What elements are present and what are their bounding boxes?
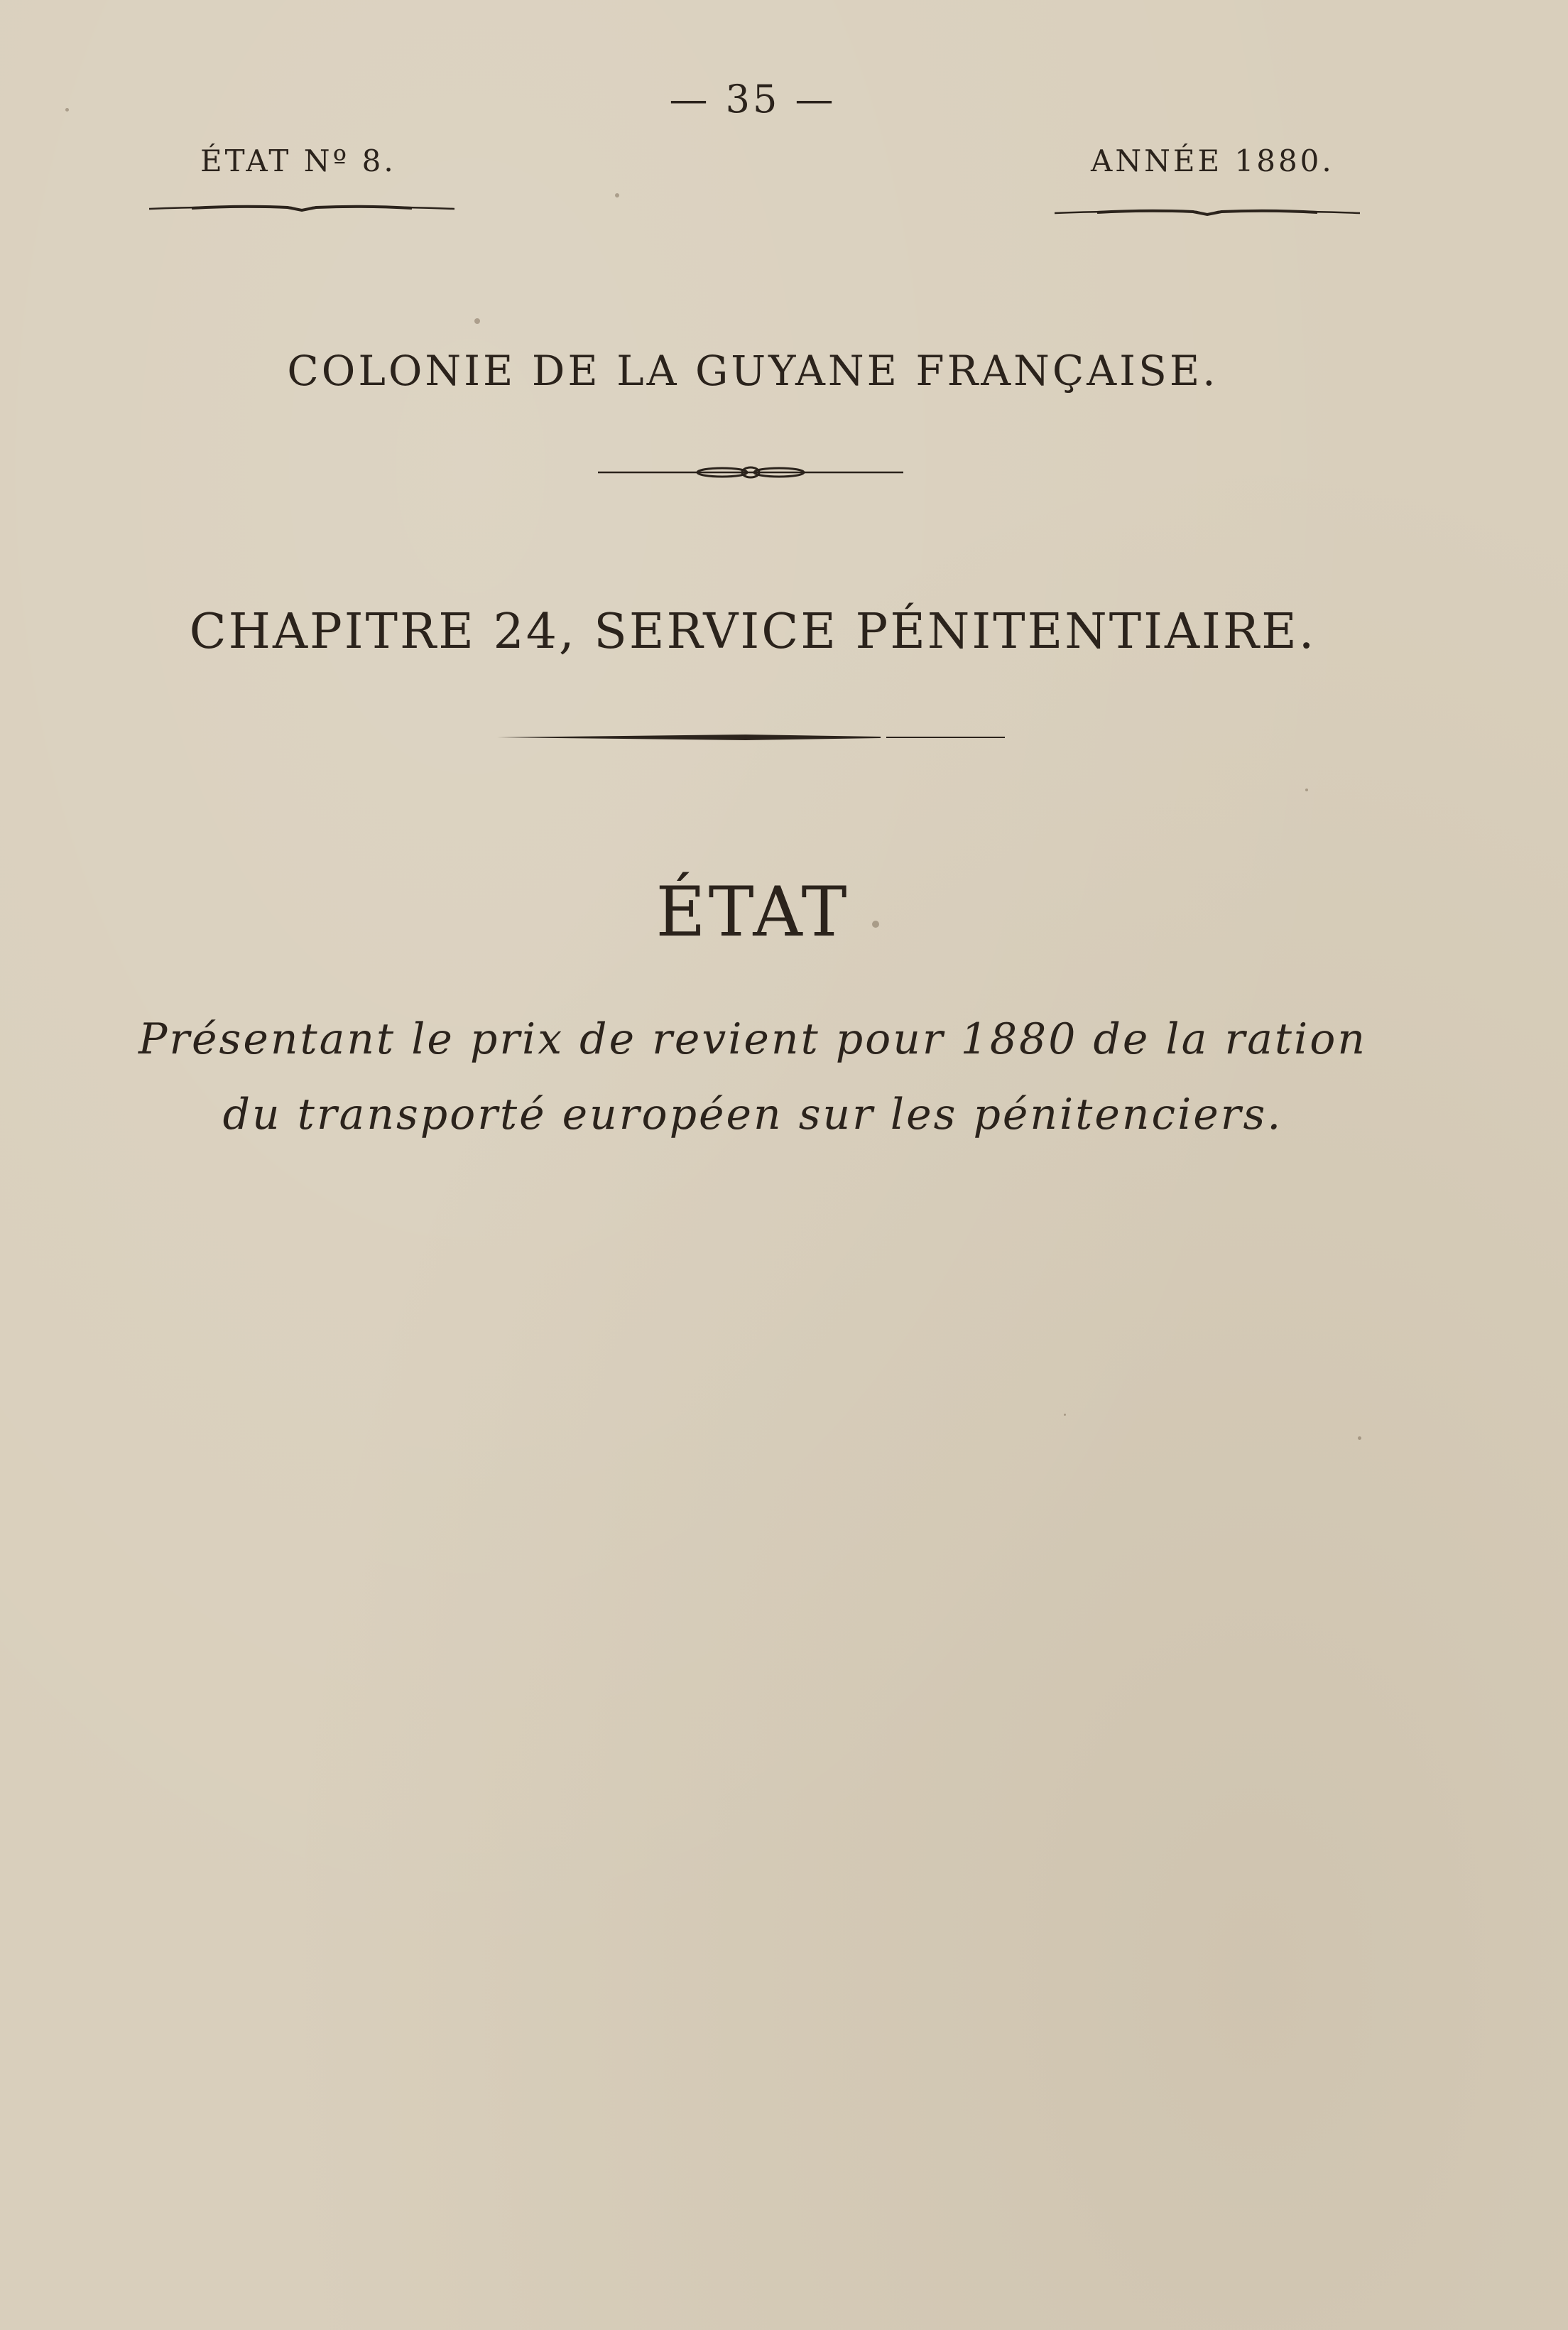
- paper-speck: [1358, 1436, 1361, 1440]
- document-title: ÉTAT: [655, 872, 850, 952]
- chapter-title: CHAPITRE 24, SERVICE PÉNITENTIAIRE.: [189, 604, 1317, 660]
- chapter-divider-rule: [497, 730, 1005, 744]
- state-number-header: ÉTAT Nº 8.: [200, 143, 396, 178]
- colony-title: COLONIE DE LA GUYANE FRANÇAISE.: [287, 347, 1219, 395]
- page-number: — 35 —: [669, 77, 837, 121]
- subtitle-line-2: du transporté européen sur les pénitenciers.: [222, 1090, 1283, 1139]
- year-header: ANNÉE 1880.: [1091, 143, 1334, 178]
- paper-speck: [1064, 1414, 1066, 1416]
- paper-speck: [1305, 789, 1308, 791]
- left-header-rule: [149, 202, 454, 216]
- paper-speck: [474, 318, 480, 324]
- ornament-divider: [598, 463, 903, 482]
- subtitle-line-1: Présentant le prix de revient pour 1880 de la ration: [138, 1014, 1367, 1064]
- right-header-rule: [1055, 206, 1360, 220]
- document-subtitle: [114, 1002, 1392, 1152]
- paper-speck: [872, 921, 879, 928]
- paper-speck: [65, 108, 69, 112]
- paper-speck: [615, 193, 619, 197]
